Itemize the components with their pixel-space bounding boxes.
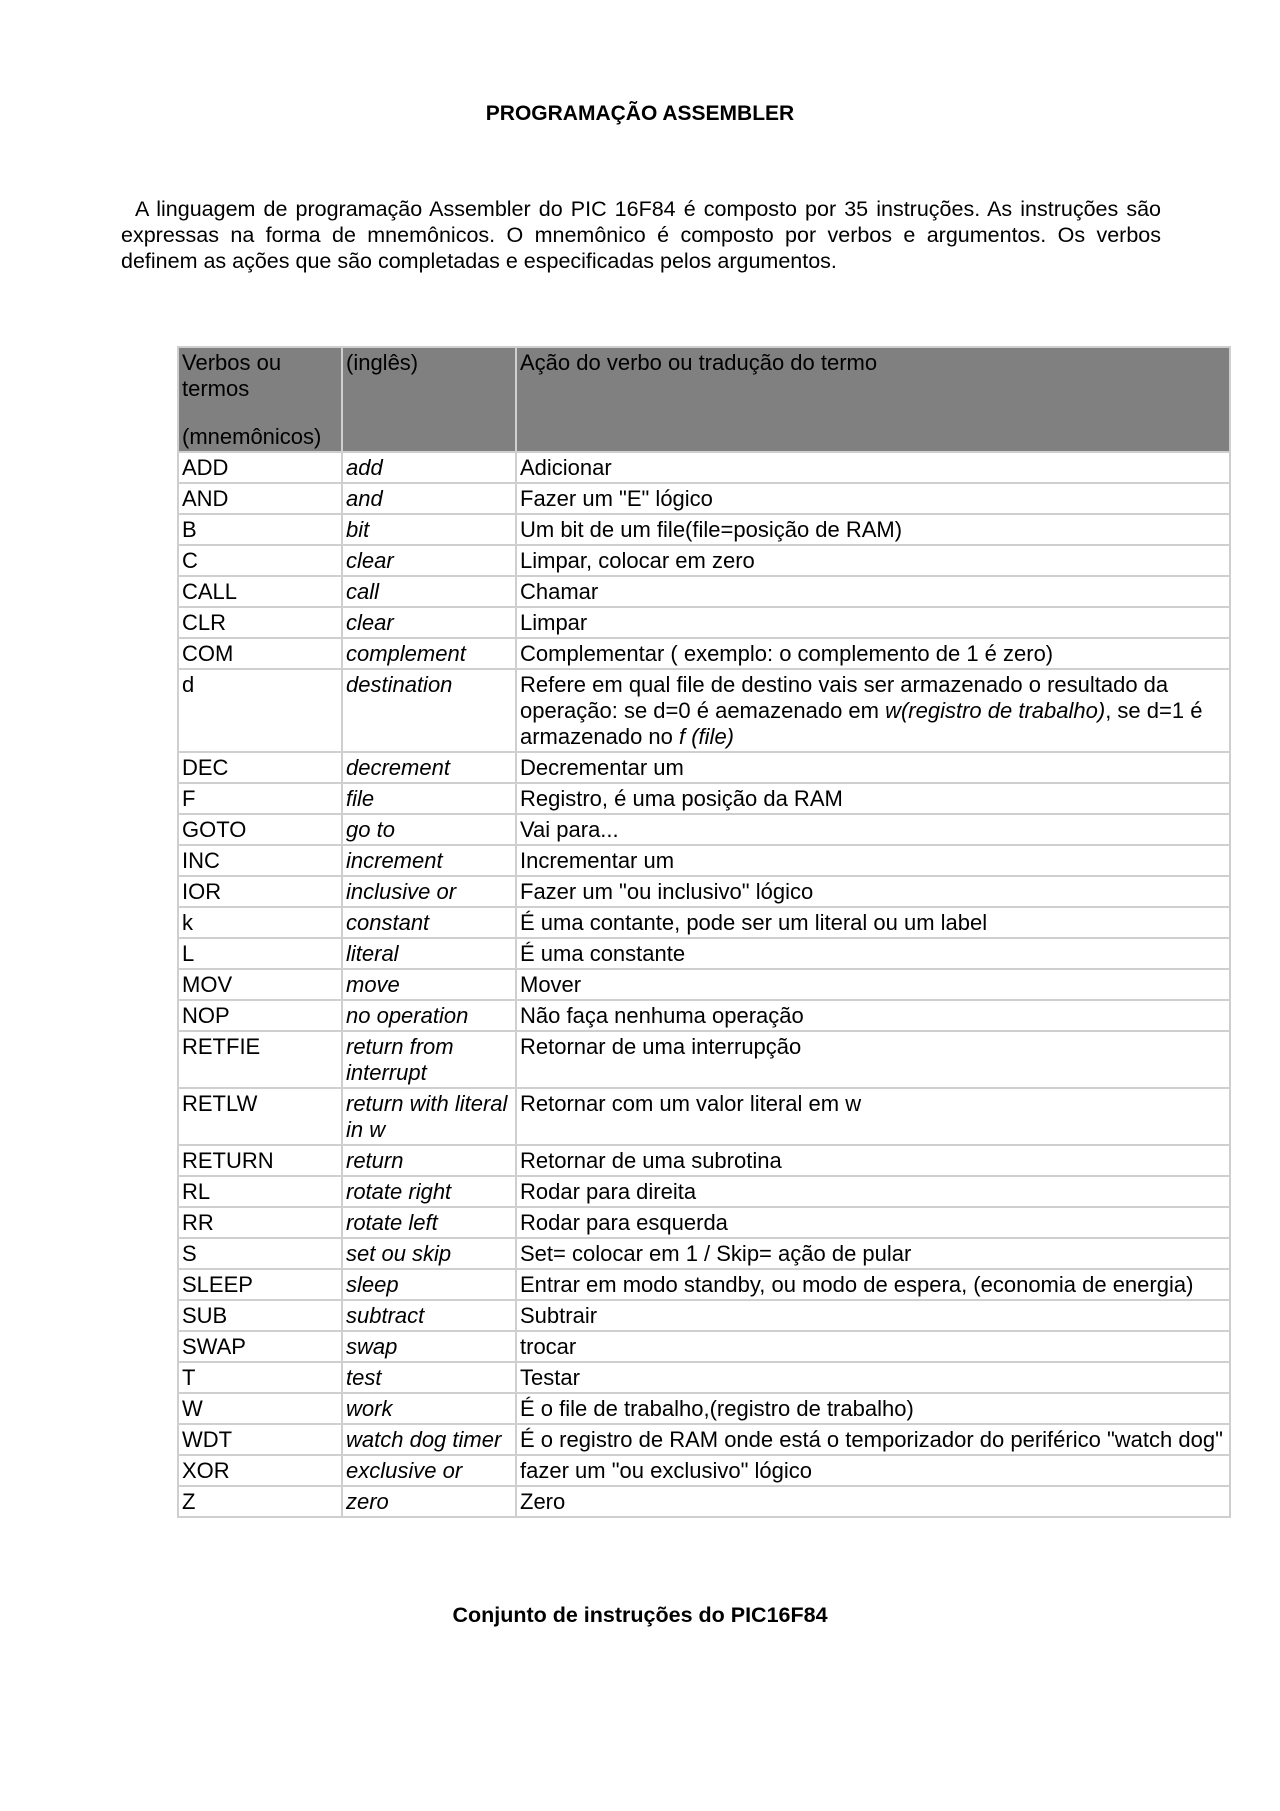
- action-cell: Fazer um "E" lógico: [516, 483, 1230, 514]
- verb-cell: Z: [178, 1486, 342, 1517]
- english-term-cell: bit: [342, 514, 516, 545]
- english-term-cell: decrement: [342, 752, 516, 783]
- english-term-cell: return from interrupt: [342, 1031, 516, 1088]
- verb-cell: RETFIE: [178, 1031, 342, 1088]
- verb-cell: MOV: [178, 969, 342, 1000]
- english-term-cell: destination: [342, 669, 516, 752]
- verb-cell: ADD: [178, 452, 342, 483]
- table-row: [178, 783, 1230, 814]
- action-cell: Decrementar um: [516, 752, 1230, 783]
- english-term-cell: rotate left: [342, 1207, 516, 1238]
- action-cell: Zero: [516, 1486, 1230, 1517]
- action-cell: Incrementar um: [516, 845, 1230, 876]
- table-row: [178, 1362, 1230, 1393]
- table-row: [178, 938, 1230, 969]
- verb-cell: d: [178, 669, 342, 752]
- action-cell: Rodar para esquerda: [516, 1207, 1230, 1238]
- instruction-verbs-table: [177, 346, 1231, 1518]
- table-row: [178, 876, 1230, 907]
- table-row: [178, 669, 1230, 752]
- action-cell: É uma contante, pode ser um literal ou um label: [516, 907, 1230, 938]
- action-cell: Não faça nenhuma operação: [516, 1000, 1230, 1031]
- action-cell: É o registro de RAM onde está o temporizador do periférico "watch dog": [516, 1424, 1230, 1455]
- table-row: [178, 576, 1230, 607]
- english-term-cell: file: [342, 783, 516, 814]
- action-cell: Adicionar: [516, 452, 1230, 483]
- intro-paragraph: A linguagem de programação Assembler do PIC 16F84 é composto por 35 instruções. As instruções são expressas na forma de mnemônicos. O mnemônico é composto por verbos e argumentos. Os verbos definem as ações que são completadas e especificadas pelos argumentos.: [121, 197, 1161, 273]
- verb-cell: RETURN: [178, 1145, 342, 1176]
- table-row: [178, 1424, 1230, 1455]
- table-header-row: [178, 347, 1230, 452]
- action-cell: Mover: [516, 969, 1230, 1000]
- table-row: [178, 452, 1230, 483]
- english-term-cell: and: [342, 483, 516, 514]
- verb-cell: SWAP: [178, 1331, 342, 1362]
- verb-cell: SLEEP: [178, 1269, 342, 1300]
- verb-cell: GOTO: [178, 814, 342, 845]
- action-cell: Limpar, colocar em zero: [516, 545, 1230, 576]
- verb-cell: B: [178, 514, 342, 545]
- verb-cell: XOR: [178, 1455, 342, 1486]
- action-cell: Fazer um "ou inclusivo" lógico: [516, 876, 1230, 907]
- action-cell: [516, 669, 1230, 752]
- english-term-cell: move: [342, 969, 516, 1000]
- action-cell: Chamar: [516, 576, 1230, 607]
- action-cell: Complementar ( exemplo: o complemento de 1 é zero): [516, 638, 1230, 669]
- verb-cell: F: [178, 783, 342, 814]
- english-term-cell: clear: [342, 607, 516, 638]
- action-cell: Vai para...: [516, 814, 1230, 845]
- verb-cell: T: [178, 1362, 342, 1393]
- english-term-cell: inclusive or: [342, 876, 516, 907]
- table-row: [178, 752, 1230, 783]
- english-term-cell: add: [342, 452, 516, 483]
- verb-cell: CALL: [178, 576, 342, 607]
- action-text-part: w(registro de trabalho): [885, 698, 1106, 723]
- action-cell: É o file de trabalho,(registro de trabalho): [516, 1393, 1230, 1424]
- verb-cell: INC: [178, 845, 342, 876]
- english-term-cell: sleep: [342, 1269, 516, 1300]
- header-english: (inglês): [342, 347, 516, 452]
- english-term-cell: work: [342, 1393, 516, 1424]
- english-term-cell: go to: [342, 814, 516, 845]
- table-row: [178, 1300, 1230, 1331]
- verb-cell: DEC: [178, 752, 342, 783]
- action-cell: Rodar para direita: [516, 1176, 1230, 1207]
- verb-cell: WDT: [178, 1424, 342, 1455]
- action-cell: É uma constante: [516, 938, 1230, 969]
- english-term-cell: watch dog timer: [342, 1424, 516, 1455]
- page-title: PROGRAMAÇÃO ASSEMBLER: [485, 102, 795, 125]
- verb-cell: RR: [178, 1207, 342, 1238]
- table-row: [178, 638, 1230, 669]
- table-row: [178, 1145, 1230, 1176]
- verb-cell: SUB: [178, 1300, 342, 1331]
- english-term-cell: swap: [342, 1331, 516, 1362]
- english-term-cell: constant: [342, 907, 516, 938]
- verb-cell: S: [178, 1238, 342, 1269]
- table-row: [178, 545, 1230, 576]
- action-text-part: Refere em qual file de destino vais ser armazenado o resultado da operação: se d=0 é aemazenado em: [520, 672, 1169, 723]
- table-body: [178, 452, 1230, 1517]
- table-row: [178, 1455, 1230, 1486]
- table-row: [178, 1031, 1230, 1088]
- english-term-cell: no operation: [342, 1000, 516, 1031]
- verb-cell: RETLW: [178, 1088, 342, 1145]
- action-cell: Limpar: [516, 607, 1230, 638]
- verb-cell: CLR: [178, 607, 342, 638]
- action-text-part: , se d=1 é armazenado no: [520, 698, 1203, 749]
- action-cell: Um bit de um file(file=posição de RAM): [516, 514, 1230, 545]
- header-verbs: [178, 347, 342, 452]
- english-term-cell: exclusive or: [342, 1455, 516, 1486]
- header-verbs-line1: Verbos ou termos: [182, 350, 282, 401]
- action-text-part: f (file): [679, 724, 734, 749]
- verb-cell: W: [178, 1393, 342, 1424]
- verb-cell: C: [178, 545, 342, 576]
- header-action: Ação do verbo ou tradução do termo: [516, 347, 1230, 452]
- action-cell: Set= colocar em 1 / Skip= ação de pular: [516, 1238, 1230, 1269]
- table-row: [178, 1393, 1230, 1424]
- table-row: [178, 1331, 1230, 1362]
- action-cell: Testar: [516, 1362, 1230, 1393]
- english-term-cell: zero: [342, 1486, 516, 1517]
- verb-cell: IOR: [178, 876, 342, 907]
- action-cell: Entrar em modo standby, ou modo de espera, (economia de energia): [516, 1269, 1230, 1300]
- english-term-cell: clear: [342, 545, 516, 576]
- english-term-cell: increment: [342, 845, 516, 876]
- header-verbs-line2: (mnemônicos): [182, 424, 322, 449]
- table-row: [178, 1176, 1230, 1207]
- verb-cell: k: [178, 907, 342, 938]
- verb-cell: L: [178, 938, 342, 969]
- action-cell: Retornar de uma subrotina: [516, 1145, 1230, 1176]
- verb-cell: NOP: [178, 1000, 342, 1031]
- table-row: [178, 514, 1230, 545]
- action-cell: Subtrair: [516, 1300, 1230, 1331]
- table-row: [178, 907, 1230, 938]
- action-cell: trocar: [516, 1331, 1230, 1362]
- table-row: [178, 1238, 1230, 1269]
- action-cell: Retornar de uma interrupção: [516, 1031, 1230, 1088]
- english-term-cell: return: [342, 1145, 516, 1176]
- table-row: [178, 1207, 1230, 1238]
- table-row: [178, 1000, 1230, 1031]
- table-caption: Conjunto de instruções do PIC16F84: [452, 1603, 828, 1627]
- action-cell: fazer um "ou exclusivo" lógico: [516, 1455, 1230, 1486]
- table-row: [178, 483, 1230, 514]
- english-term-cell: call: [342, 576, 516, 607]
- action-cell: Retornar com um valor literal em w: [516, 1088, 1230, 1145]
- table-row: [178, 969, 1230, 1000]
- verb-cell: COM: [178, 638, 342, 669]
- table-row: [178, 845, 1230, 876]
- table-row: [178, 1269, 1230, 1300]
- english-term-cell: set ou skip: [342, 1238, 516, 1269]
- table-row: [178, 1486, 1230, 1517]
- action-cell: Registro, é uma posição da RAM: [516, 783, 1230, 814]
- english-term-cell: test: [342, 1362, 516, 1393]
- english-term-cell: subtract: [342, 1300, 516, 1331]
- table-row: [178, 1088, 1230, 1145]
- english-term-cell: return with literal in w: [342, 1088, 516, 1145]
- verb-cell: AND: [178, 483, 342, 514]
- english-term-cell: complement: [342, 638, 516, 669]
- table-row: [178, 814, 1230, 845]
- english-term-cell: rotate right: [342, 1176, 516, 1207]
- english-term-cell: literal: [342, 938, 516, 969]
- table-row: [178, 607, 1230, 638]
- verb-cell: RL: [178, 1176, 342, 1207]
